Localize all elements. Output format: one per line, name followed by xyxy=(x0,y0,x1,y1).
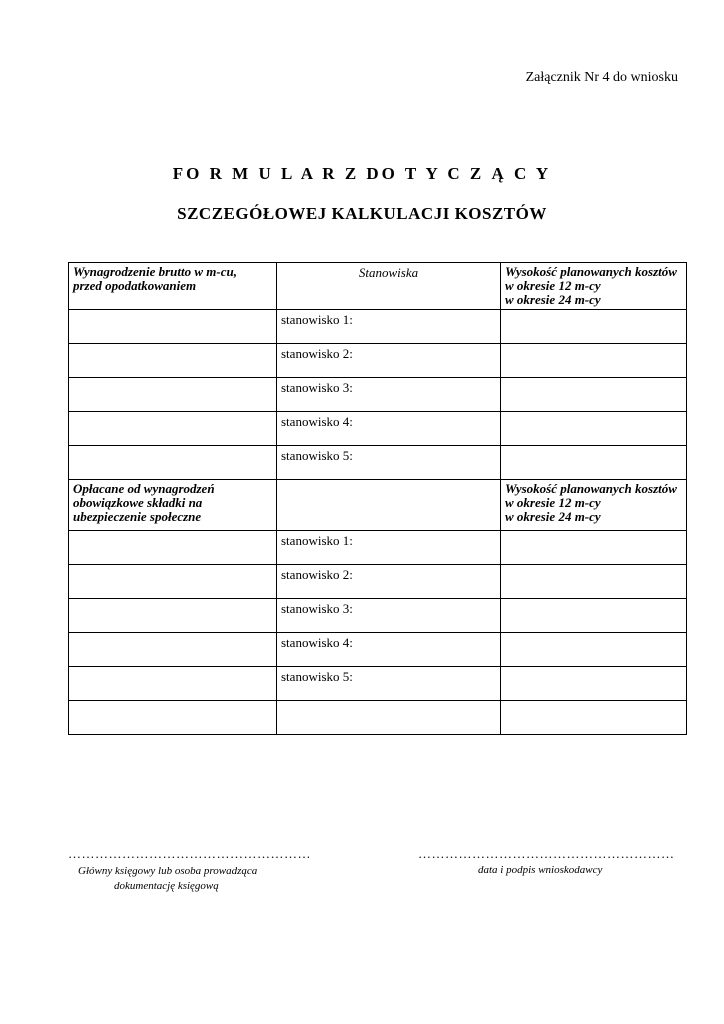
cost-input-cell[interactable] xyxy=(501,412,687,446)
form-title: FO R M U L A R Z DO T Y C Z Ą C Y xyxy=(172,164,552,183)
positions-header: Stanowiska xyxy=(277,263,501,310)
salary-header xyxy=(69,263,277,310)
contribution-input-cell[interactable] xyxy=(69,565,277,599)
salary-input-cell[interactable] xyxy=(69,310,277,344)
planned-costs-header-line1: Wysokość planowanych kosztów xyxy=(505,264,677,279)
salary-input-cell[interactable] xyxy=(69,446,277,480)
accountant-signature-line: ……………………………………………… xyxy=(68,846,311,861)
salary-input-cell[interactable] xyxy=(69,378,277,412)
salary-header-line2: przed opodatkowaniem xyxy=(73,278,197,293)
position-label: stanowisko 1: xyxy=(277,310,501,344)
cost-input-cell[interactable] xyxy=(501,378,687,412)
attachment-label: Załącznik Nr 4 do wniosku xyxy=(525,70,678,85)
table-row-empty xyxy=(69,701,687,735)
salary-input-cell[interactable] xyxy=(69,344,277,378)
position-label: stanowisko 5: xyxy=(277,667,501,701)
table-row xyxy=(69,344,687,378)
empty-header-cell xyxy=(277,480,501,531)
planned-costs2-line1: Wysokość planowanych kosztów xyxy=(505,481,677,496)
social-contributions-header xyxy=(69,480,277,531)
social-header-line3: ubezpieczenie społeczne xyxy=(73,509,202,524)
cost-input-cell[interactable] xyxy=(501,344,687,378)
table-row xyxy=(69,378,687,412)
position-label: stanowisko 3: xyxy=(277,599,501,633)
position-label: stanowisko 4: xyxy=(277,633,501,667)
position-label: stanowisko 2: xyxy=(277,344,501,378)
section1-header-row xyxy=(69,263,687,310)
cost-input-cell[interactable] xyxy=(501,633,687,667)
cost-input-cell[interactable] xyxy=(501,446,687,480)
position-label: stanowisko 3: xyxy=(277,378,501,412)
applicant-signature-caption: data i podpis wnioskodawcy xyxy=(478,864,603,876)
table-row xyxy=(69,565,687,599)
position-label: stanowisko 4: xyxy=(277,412,501,446)
salary-input-cell[interactable] xyxy=(69,412,277,446)
table-row xyxy=(69,412,687,446)
table-row xyxy=(69,446,687,480)
planned-costs2-line2: w okresie 12 m-cy xyxy=(505,495,601,510)
social-header-line2: obowiązkowe składki na xyxy=(73,495,203,510)
applicant-signature-line: ………………………………………………… xyxy=(418,846,675,861)
table-row xyxy=(69,310,687,344)
position-label: stanowisko 2: xyxy=(277,565,501,599)
planned-costs-header-2 xyxy=(501,480,687,531)
empty-input-cell[interactable] xyxy=(501,701,687,735)
cost-input-cell[interactable] xyxy=(501,667,687,701)
accountant-caption-line1: Główny księgowy lub osoba prowadząca xyxy=(78,865,258,877)
planned-costs-header xyxy=(501,263,687,310)
salary-header-line1: Wynagrodzenie brutto w m-cu, xyxy=(73,264,237,279)
cost-input-cell[interactable] xyxy=(501,310,687,344)
contribution-input-cell[interactable] xyxy=(69,599,277,633)
table-row xyxy=(69,633,687,667)
planned-costs-header-line3: w okresie 24 m-cy xyxy=(505,292,601,307)
accountant-signature-caption xyxy=(78,864,257,894)
empty-input-cell[interactable] xyxy=(69,701,277,735)
contribution-input-cell[interactable] xyxy=(69,531,277,565)
cost-input-cell[interactable] xyxy=(501,565,687,599)
cost-input-cell[interactable] xyxy=(501,531,687,565)
planned-costs2-line3: w okresie 24 m-cy xyxy=(505,509,601,524)
section2-header-row xyxy=(69,480,687,531)
planned-costs-header-line2: w okresie 12 m-cy xyxy=(505,278,601,293)
position-label: stanowisko 1: xyxy=(277,531,501,565)
table-row xyxy=(69,599,687,633)
cost-calculation-table xyxy=(68,262,687,735)
form-subtitle: SZCZEGÓŁOWEJ KALKULACJI KOSZTÓW xyxy=(177,204,547,223)
table-row xyxy=(69,667,687,701)
social-header-line1: Opłacane od wynagrodzeń xyxy=(73,481,215,496)
cost-input-cell[interactable] xyxy=(501,599,687,633)
position-label: stanowisko 5: xyxy=(277,446,501,480)
contribution-input-cell[interactable] xyxy=(69,633,277,667)
contribution-input-cell[interactable] xyxy=(69,667,277,701)
table-row xyxy=(69,531,687,565)
accountant-caption-line2: dokumentację księgową xyxy=(114,880,219,892)
empty-input-cell[interactable] xyxy=(277,701,501,735)
